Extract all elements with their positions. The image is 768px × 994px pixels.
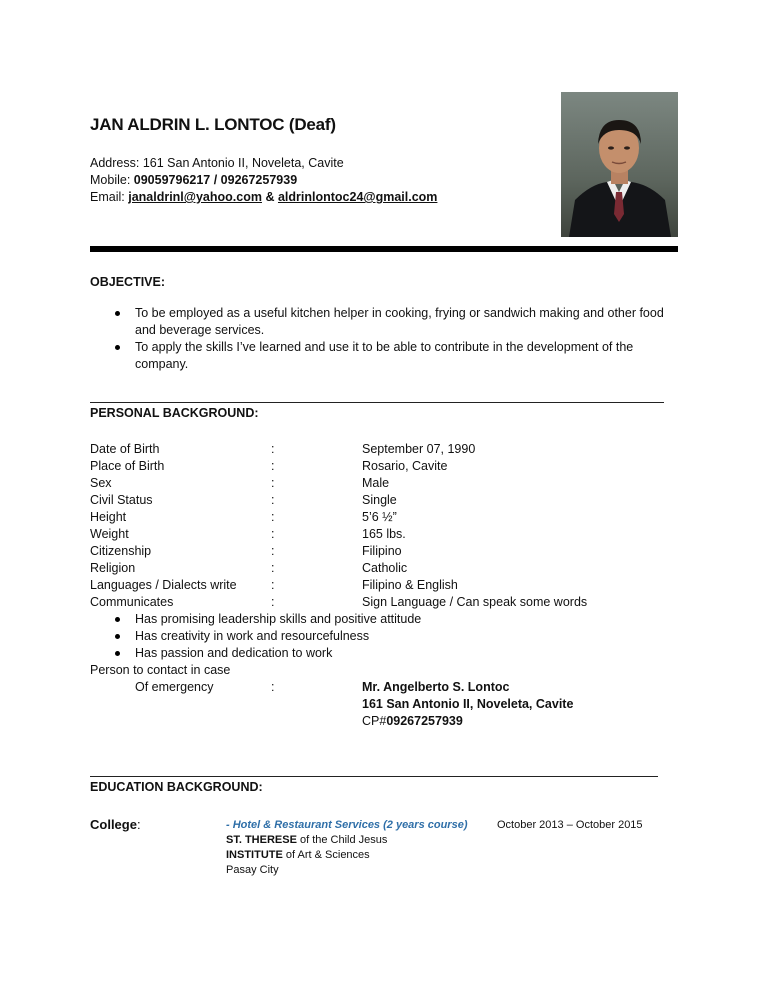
email-link-yahoo[interactable]: janaldrinl@yahoo.com (128, 190, 262, 204)
traits-list (90, 611, 650, 662)
college-dates: October 2013 – October 2015 (497, 819, 643, 831)
objective-list (90, 305, 682, 373)
phone-label: CP# (362, 714, 387, 728)
mobile-line (90, 172, 297, 189)
bullet-icon (115, 311, 120, 316)
bullet-icon (115, 634, 120, 639)
portrait-illustration (561, 92, 678, 237)
bullet-icon (115, 651, 120, 656)
emergency-contact-label: Person to contact in case (90, 663, 231, 677)
list-item: To be employed as a useful kitchen helper in cooking, frying or sandwich making and other food and beverage services. (90, 305, 682, 339)
school-line-3: Pasay City (226, 864, 279, 876)
list-item: Has creativity in work and resourcefulness (90, 628, 650, 645)
applicant-photo (561, 92, 678, 237)
objective-heading: OBJECTIVE: (90, 275, 166, 289)
list-item: Has passion and dedication to work (90, 645, 650, 662)
mobile-label: Mobile: (90, 173, 131, 187)
address-line (90, 155, 344, 172)
college-label: College (90, 817, 137, 832)
emergency-contact-address: 161 San Antonio II, Noveleta, Cavite (362, 697, 574, 711)
emergency-contact-name: Mr. Angelberto S. Lontoc (362, 680, 510, 694)
college-course: - Hotel & Restaurant Services (2 years course) (226, 819, 468, 831)
personal-heading: PERSONAL BACKGROUND: (90, 406, 259, 420)
emergency-contact-label-2: Of emergency (135, 680, 214, 694)
email-link-gmail[interactable]: aldrinlontoc24@gmail.com (277, 190, 438, 204)
list-item: Has promising leadership skills and positive attitude (90, 611, 650, 628)
applicant-name: JAN ALDRIN L. LONTOC (Deaf) (90, 115, 336, 134)
bullet-icon (115, 617, 120, 622)
college-label-wrap (90, 816, 141, 833)
email-separator: & (265, 190, 275, 204)
education-heading: EDUCATION BACKGROUND: (90, 780, 263, 794)
bullet-icon (115, 345, 120, 350)
list-item: To apply the skills I’ve learned and use it to be able to contribute in the development of the company. (90, 339, 682, 373)
address-label: Address: (90, 156, 140, 170)
address-value: 161 San Antonio II, Noveleta, Cavite (142, 156, 344, 170)
emergency-colon: : (271, 680, 275, 694)
section-divider (90, 776, 658, 777)
header-divider (90, 246, 678, 252)
college-colon: : (136, 817, 141, 832)
school-line-2: INSTITUTE of Art & Sciences (226, 849, 370, 861)
email-line (90, 189, 437, 206)
phone-value: 09267257939 (386, 714, 463, 728)
email-label: Email: (90, 190, 125, 204)
section-divider (90, 402, 664, 403)
school-line-1: ST. THERESE of the Child Jesus (226, 834, 388, 846)
mobile-value: 09059796217 / 09267257939 (133, 173, 298, 187)
emergency-contact-phone (362, 713, 463, 730)
